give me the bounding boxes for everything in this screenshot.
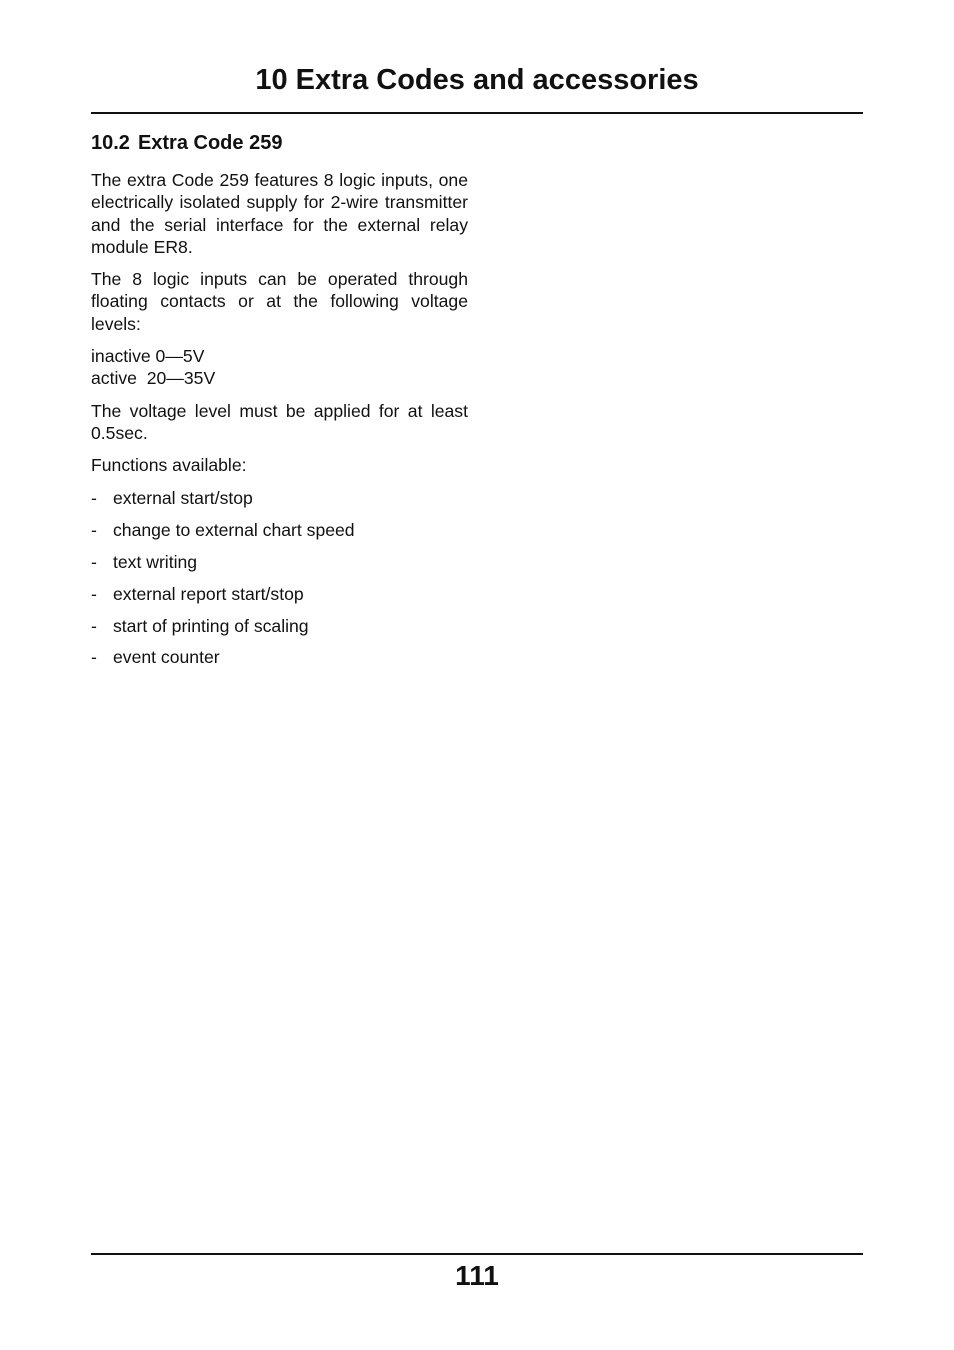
footer-rule [91, 1253, 863, 1255]
function-label: text writing [113, 551, 198, 572]
function-label: change to external chart speed [113, 519, 355, 540]
list-item [91, 583, 468, 605]
functions-intro: Functions available: [91, 455, 247, 476]
bullet-dash: - [91, 647, 97, 668]
level-inactive: inactive 0—5V [91, 346, 205, 367]
function-label: start of printing of scaling [113, 615, 309, 636]
bullet-dash: - [91, 583, 97, 604]
bullet-dash: - [91, 551, 97, 572]
header-rule [91, 112, 863, 114]
list-item [91, 615, 468, 637]
list-item [91, 646, 468, 668]
section-content [91, 130, 468, 678]
bullet-dash: - [91, 487, 97, 508]
list-item [91, 519, 468, 541]
page-number: 111 [455, 1260, 499, 1291]
section-number: 10.2 [91, 132, 130, 154]
functions-list [91, 487, 468, 669]
section-heading [91, 130, 468, 156]
function-label: event counter [113, 647, 220, 668]
voltage-levels [91, 345, 468, 390]
bullet-dash: - [91, 615, 97, 636]
list-item [91, 487, 468, 509]
function-label: external report start/stop [113, 583, 304, 604]
section-title: Extra Code 259 [137, 132, 283, 154]
voltage-note: The voltage level must be applied for at least 0.5sec. [91, 400, 468, 443]
level-active: active 20—35V [91, 368, 216, 389]
function-label: external start/stop [113, 487, 253, 508]
intro-paragraph: The extra Code 259 features 8 logic inputs, one electrically isolated supply for 2-wire transmitter and the serial interface for the external relay module ER8. [91, 170, 468, 257]
chapter-title: 10 Extra Codes and accessories [255, 64, 699, 96]
list-item [91, 551, 468, 573]
logic-inputs-paragraph: The 8 logic inputs can be operated through floating contacts or at the following voltage levels: [91, 269, 468, 334]
bullet-dash: - [91, 519, 97, 540]
